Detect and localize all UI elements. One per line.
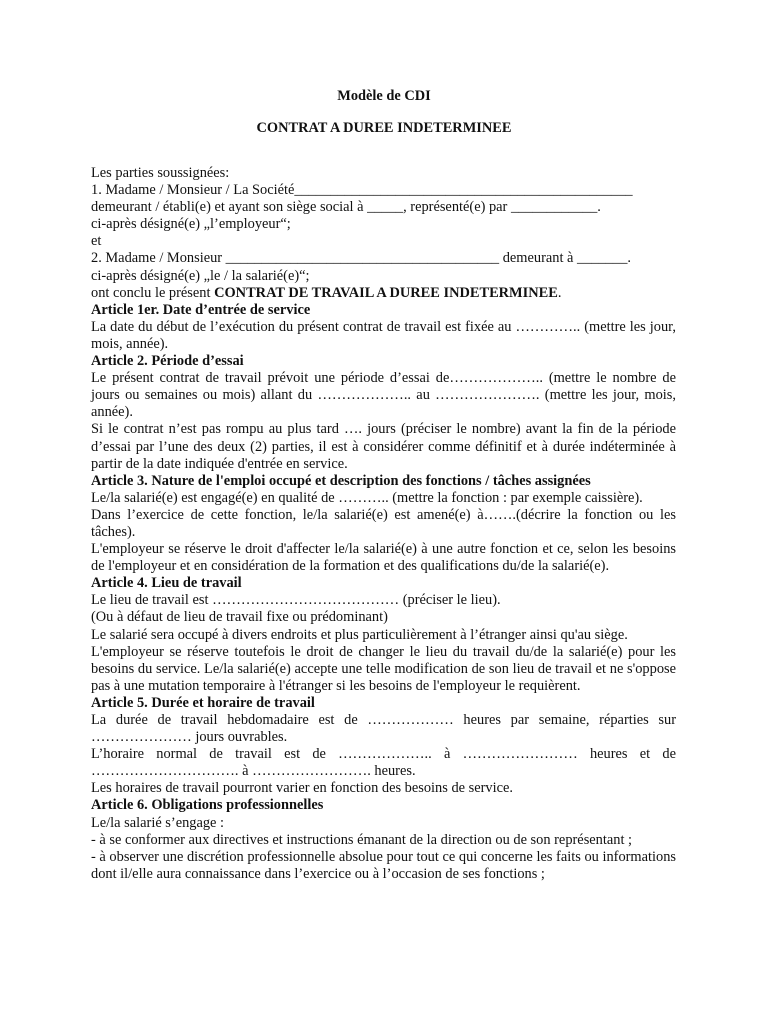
article-6-paragraph-2: - à se conformer aux directives et instructions émanant de la direction ou de son représentant ;: [91, 831, 633, 848]
article-3-paragraph-3: L'employeur se réserve le droit d'affecter le/la salarié(e) à une autre fonction et ce, selon les besoins de l'employeur et en considération de la formation et des qualifications du/de la salarié(e).: [91, 541, 676, 575]
party1-designation: ci-après désigné(e) „l’employeur“;: [91, 216, 291, 233]
article-3-paragraph-2: Dans l’exercice de cette fonction, le/la salarié(e) est amené(e) à…….(décrire la fonction ou les tâches).: [91, 506, 676, 540]
article-5-paragraph-1: La durée de travail hebdomadaire est de ……………… heures par semaine, réparties sur ………………… jours ouvrables.: [91, 712, 676, 746]
article-2-paragraph-2: Si le contrat n’est pas rompu au plus tard …. jours (préciser le nombre) avant la fin de la période d’essai par l’une des deux (2) parties, il est à considérer comme définitif et à durée indéterminée à partir de la date indiquée d'entrée en service.: [91, 421, 676, 472]
article-4-paragraph-4: L'employeur se réserve toutefois le droit de changer le lieu du travail du/de la salarié(e) pour les besoins du service. Le/la salarié(e) accepte une telle modification de son lieu de travail et ne s'oppose pas à une mutation temporaire à l'étranger si les besoins de l'employeur le requièrent.: [91, 643, 676, 694]
article-6-paragraph-3: - à observer une discrétion professionnelle absolue pour tout ce qui concerne les faits ou informations dont il/elle aura connaissance dans l’exercice ou à l’occasion de ses fonctions ;: [91, 848, 676, 882]
article-2-heading: Article 2. Période d’essai: [91, 353, 244, 370]
article-1-heading: Article 1er. Date d’entrée de service: [91, 301, 311, 318]
article-5-paragraph-3: Les horaires de travail pourront varier en fonction des besoins de service.: [91, 780, 513, 797]
article-2-paragraph-1: Le présent contrat de travail prévoit une période d’essai de……………….. (mettre le nombre de jours ou semaines ou mois) allant du ……………….. au …………………. (mettre les jour, mois, année).: [91, 370, 676, 421]
article-4-heading: Article 4. Lieu de travail: [91, 575, 242, 592]
article-5-paragraph-2: L’horaire normal de travail est de ……………….. à …………………… heures et de …………………………. à ……………………. heures.: [91, 746, 676, 780]
parties-intro: Les parties soussignées:: [91, 165, 230, 181]
article-4-paragraph-3: Le salarié sera occupé à divers endroits et plus particulièrement à l’étranger ainsi qu'au siège.: [91, 626, 628, 643]
article-6-paragraph-1: Le/la salarié s’engage :: [91, 814, 225, 831]
document-body: [91, 165, 676, 883]
concluded-sentence: [91, 285, 676, 302]
concluded-suffix: .: [557, 284, 562, 301]
document-title: Modèle de CDI: [337, 88, 431, 104]
party1-line1: 1. Madame / Monsieur / La Société_______________________________________________: [91, 182, 633, 199]
party1-line2: demeurant / établi(e) et ayant son siège social à _____, représenté(e) par ____________.: [91, 199, 601, 216]
document-subtitle: CONTRAT A DUREE INDETERMINEE: [256, 120, 512, 136]
party2-designation: ci-après désigné(e) „le / la salarié(e)“;: [91, 267, 310, 284]
contract-type: CONTRAT DE TRAVAIL A DUREE INDETERMINEE: [214, 284, 558, 301]
article-4-paragraph-2: (Ou à défaut de lieu de travail fixe ou prédominant): [91, 609, 388, 626]
article-3-heading: Article 3. Nature de l'emploi occupé et description des fonctions / tâches assignées: [91, 472, 591, 489]
article-4-paragraph-1: Le lieu de travail est ………………………………… (préciser le lieu).: [91, 592, 501, 609]
article-3-paragraph-1: Le/la salarié(e) est engagé(e) en qualité de ……….. (mettre la fonction : par exemple caissière).: [91, 489, 643, 506]
article-6-heading: Article 6. Obligations professionnelles: [91, 797, 324, 814]
article-5-heading: Article 5. Durée et horaire de travail: [91, 694, 315, 711]
and-text: et: [91, 233, 102, 250]
party2-line1: 2. Madame / Monsieur ______________________________________ demeurant à _______.: [91, 250, 631, 267]
article-1-paragraph: La date du début de l’exécution du présent contrat de travail est fixée au ………….. (mettre les jour, mois, année).: [91, 318, 676, 352]
concluded-prefix: ont conclu le présent: [91, 284, 215, 301]
